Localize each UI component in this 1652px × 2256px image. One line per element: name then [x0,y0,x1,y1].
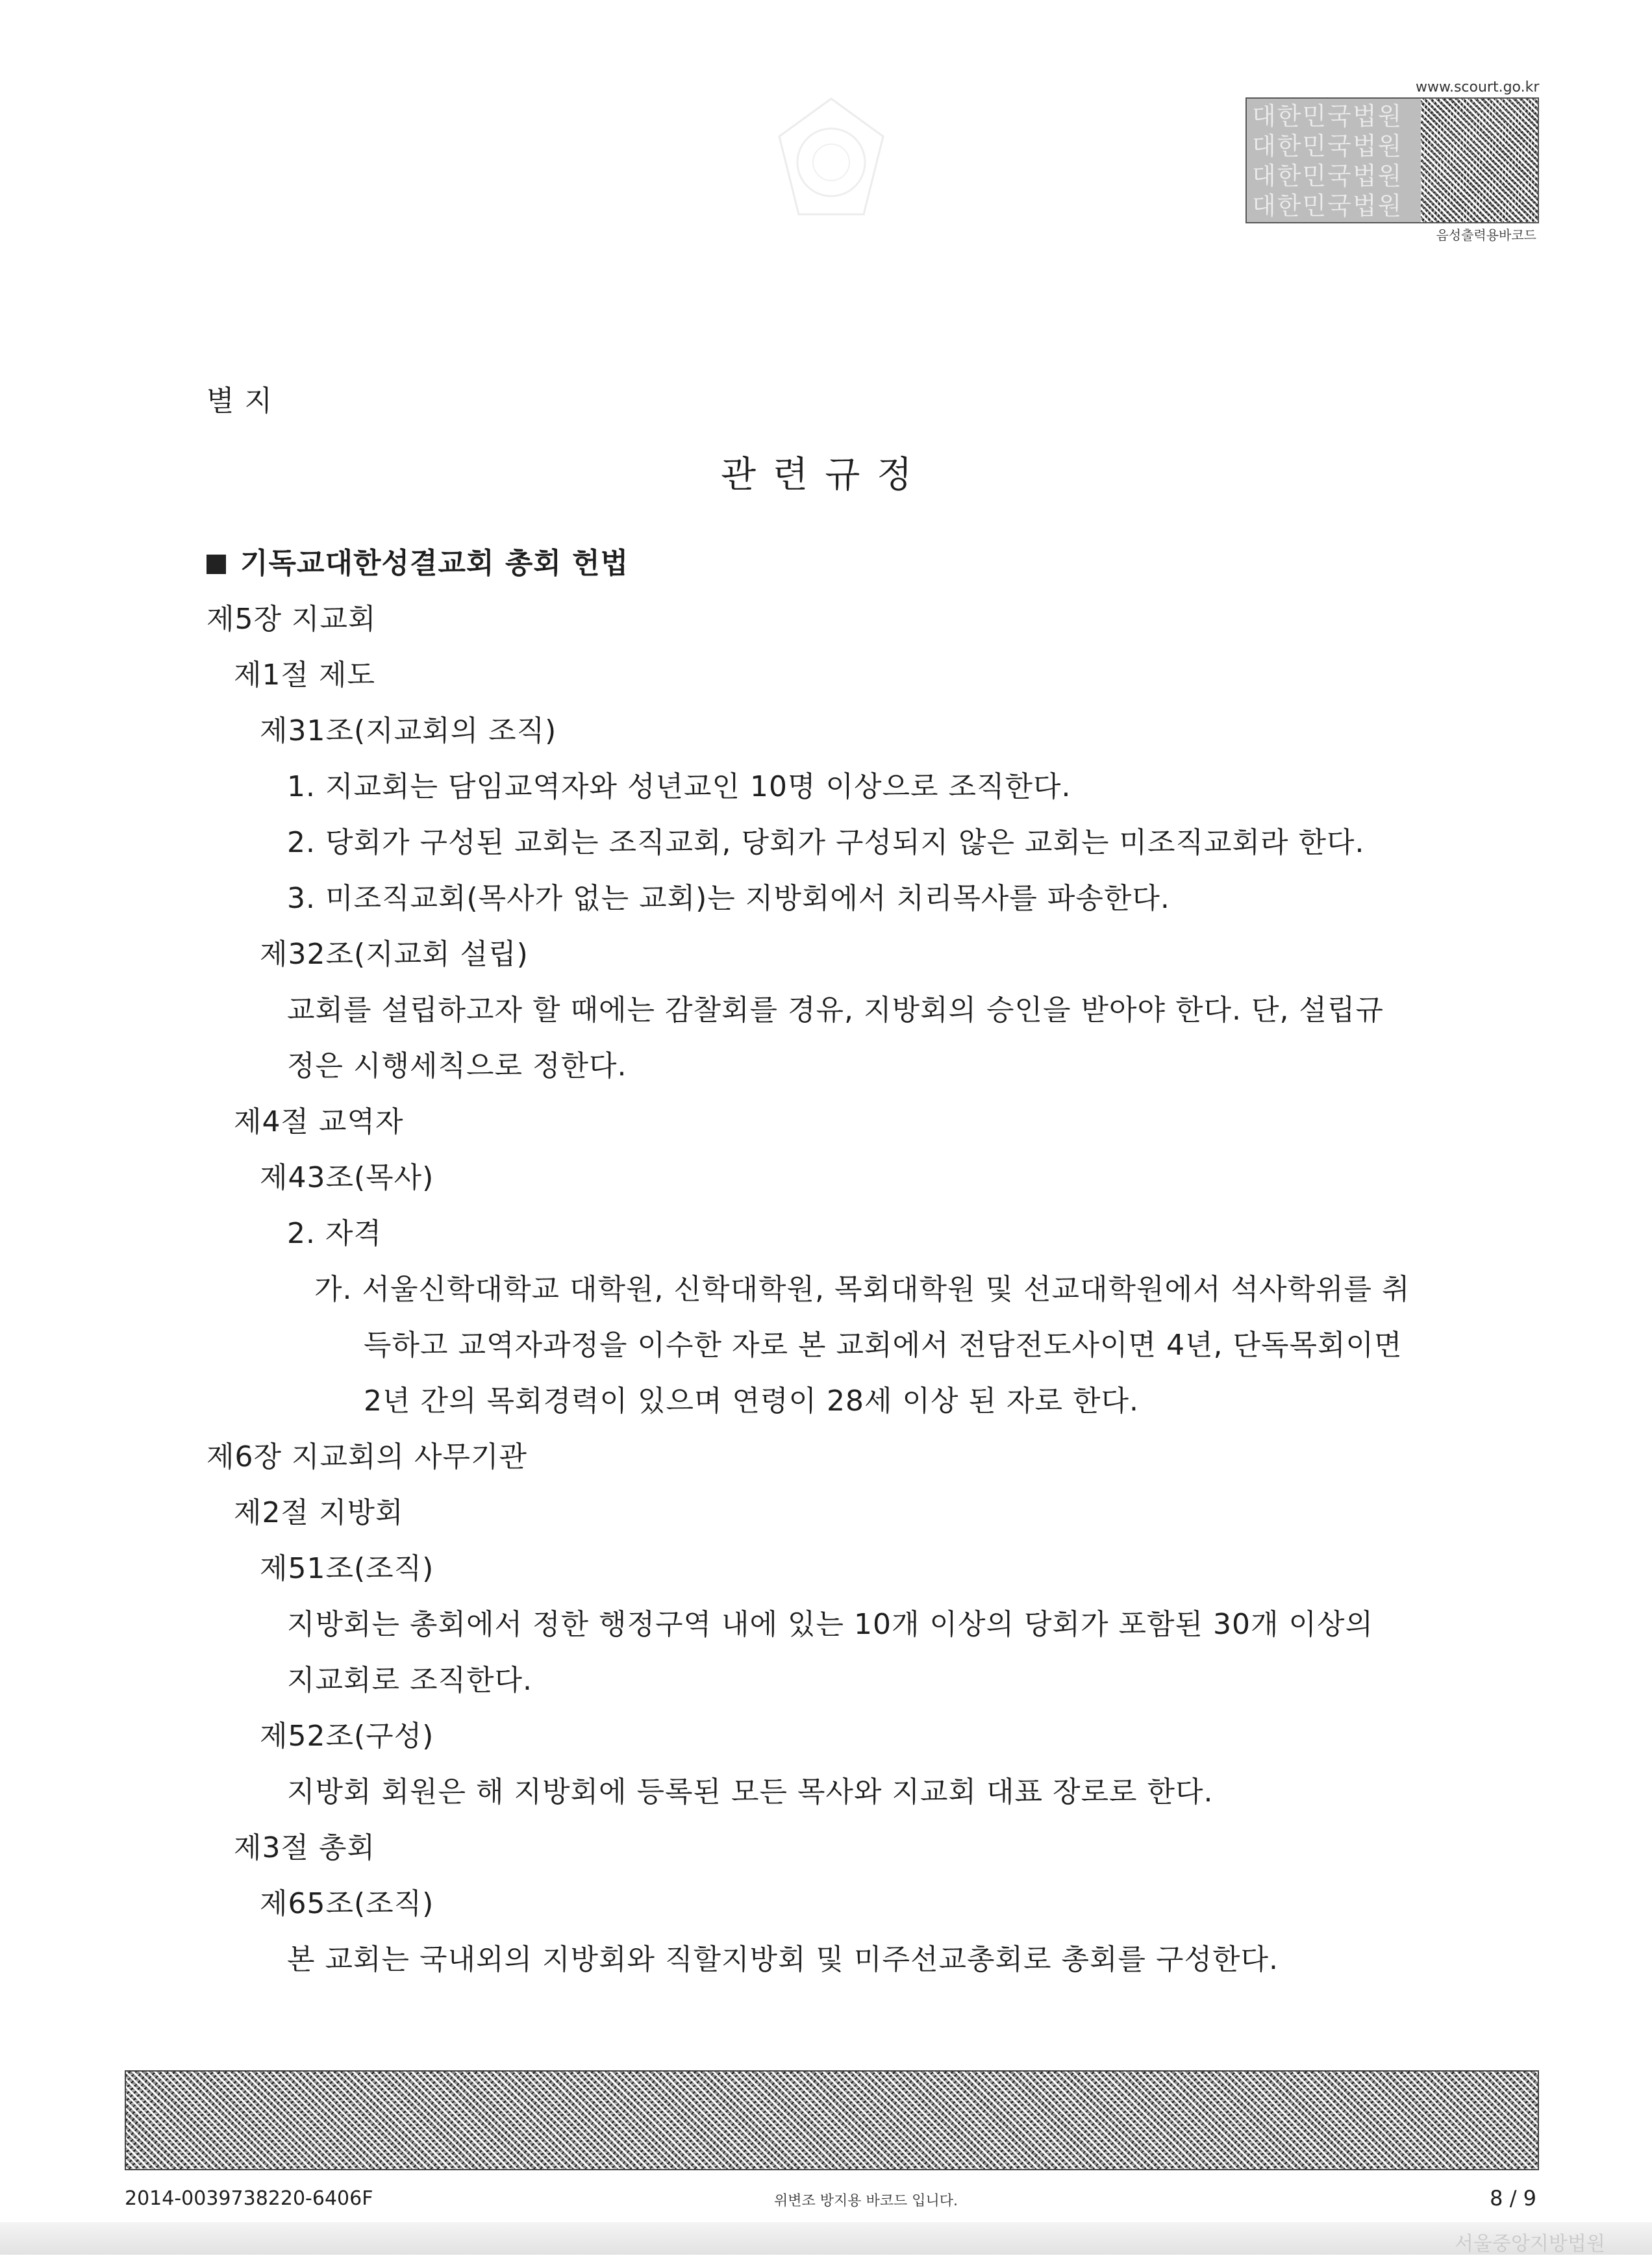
stamp-line: 대한민국법원 [1252,132,1403,160]
section-heading-text: 기독교대한성결교회 총회 헌법 [240,547,629,580]
clause-heading: 제1절 제도 [234,658,375,692]
page-number: 8 / 9 [1490,2186,1536,2211]
voice-output-barcode [1421,99,1538,222]
article-item: 2. 당회가 구성된 교회는 조직교회, 당회가 구성되지 않은 교회는 미조직교회라 한다. [287,826,1365,859]
article-text: 지방회 회원은 해 지방회에 등록된 모든 목사와 지교회 대표 장로로 한다. [287,1775,1214,1809]
article-heading: 제52조(구성) [260,1720,434,1753]
anti-forgery-barcode [125,2070,1539,2170]
article-heading: 제65조(조직) [260,1887,434,1920]
stamp-line: 대한민국법원 [1252,102,1403,131]
section-heading [206,545,629,582]
clause-heading: 제3절 총회 [234,1831,375,1864]
article-text: 정은 시행세칙으로 정한다. [287,1049,627,1083]
stamp-line: 대한민국법원 [1252,162,1403,190]
article-item: 3. 미조직교회(목사가 없는 교회)는 지방회에서 치리목사를 파송한다. [287,882,1170,915]
article-item: 2. 자격 [287,1217,382,1250]
article-heading: 제43조(목사) [260,1161,434,1194]
stamp-text [1252,101,1421,221]
page-title: 관련규정 [721,454,929,496]
clause-heading: 제4절 교역자 [234,1105,404,1138]
chapter-heading: 제5장 지교회 [206,603,377,636]
article-subitem: 가. 서울신학대학교 대학원, 신학대학원, 목회대학원 및 선교대학원에서 석사학위를 취 [314,1273,1410,1306]
article-text: 지방회는 총회에서 정한 행정구역 내에 있는 10개 이상의 당회가 포함된 30개 이상의 [287,1608,1373,1641]
court-watermark: 서울중앙지방법원 [1455,2233,1605,2255]
article-text: 본 교회는 국내외의 지방회와 직할지방회 및 미주선교총회로 총회를 구성한다. [287,1943,1279,1976]
court-seal-watermark-icon [766,91,896,227]
document-id: 2014-0039738220-6406F [125,2187,373,2210]
article-heading: 제31조(지교회의 조직) [260,714,557,747]
barcode-caption: 음성출력용바코드 [1436,227,1536,243]
article-text: 지교회로 조직한다. [287,1664,533,1697]
clause-heading: 제2절 지방회 [234,1496,404,1529]
article-heading: 제32조(지교회 설립) [260,938,529,971]
barcode-note: 위변조 방지용 바코드 입니다. [774,2193,958,2209]
chapter-heading: 제6장 지교회의 사무기관 [206,1440,528,1473]
article-subitem-cont: 득하고 교역자과정을 이수한 자로 본 교회에서 전담전도사이면 4년, 단독목회이면 [364,1329,1403,1362]
stamp-line: 대한민국법원 [1252,192,1403,220]
article-subitem-cont: 2년 간의 목회경력이 있으며 연령이 28세 이상 된 자로 한다. [364,1385,1139,1418]
article-item: 1. 지교회는 담임교역자와 성년교인 10명 이상으로 조직한다. [287,770,1071,803]
article-heading: 제51조(조직) [260,1552,434,1585]
scan-edge-strip [0,2222,1652,2255]
black-square-bullet-icon [206,555,226,574]
court-stamp-box [1245,97,1539,223]
annex-label: 별 지 [206,384,273,418]
article-text: 교회를 설립하고자 할 때에는 감찰회를 경유, 지방회의 승인을 받아야 한다. 단, 설립규 [287,994,1384,1027]
court-url: www.scourt.go.kr [1416,79,1540,95]
